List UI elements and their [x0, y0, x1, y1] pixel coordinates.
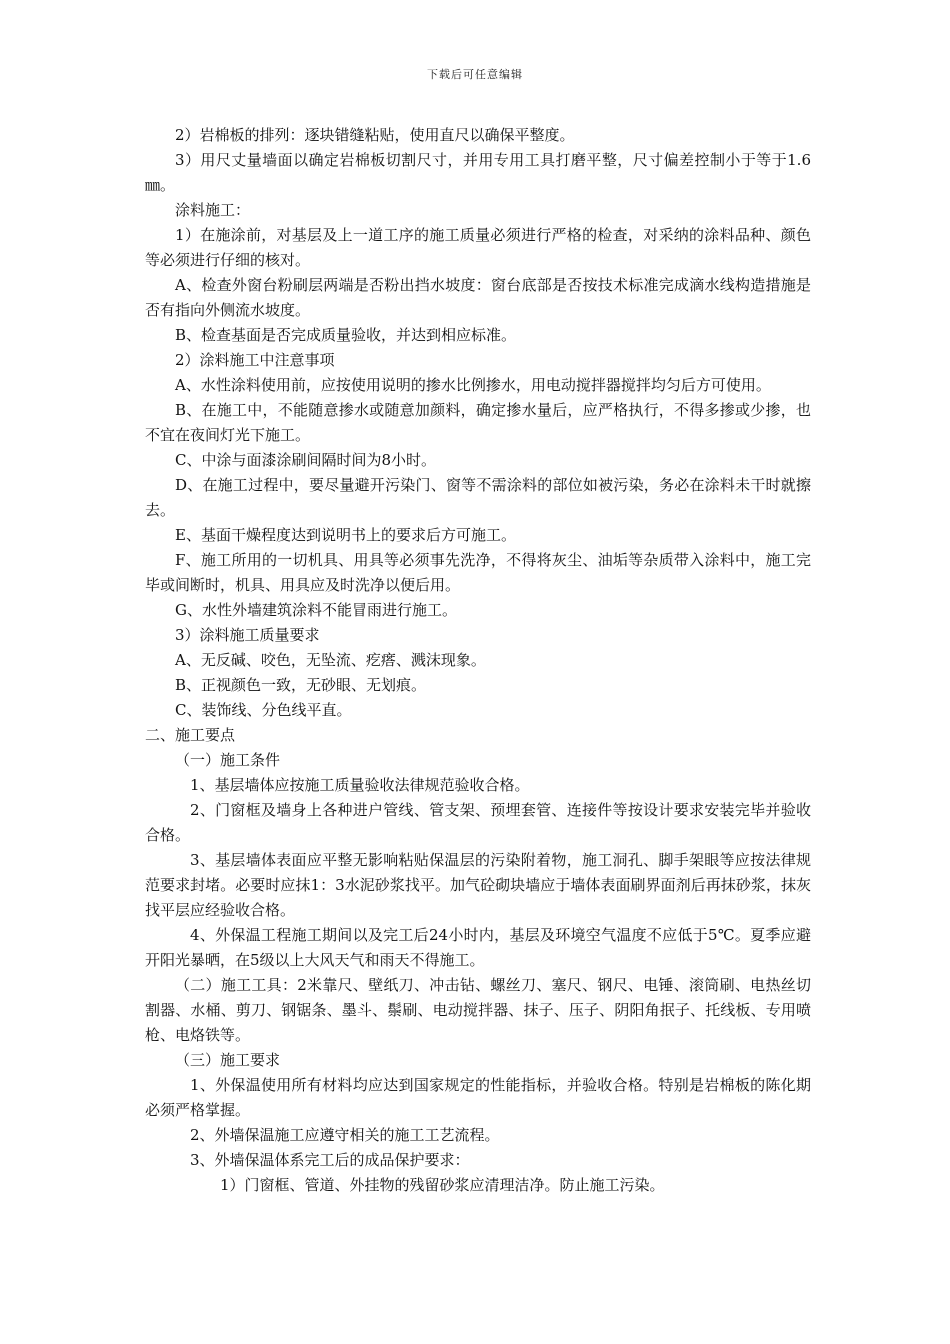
paragraph: B、正视颜色一致，无砂眼、无划痕。: [175, 676, 427, 694]
paragraph: D、在施工过程中，要尽量避开污染门、窗等不需涂料的部位如被污染，务必在涂料未干时就擦去。: [145, 476, 811, 519]
document-body: [145, 123, 811, 1198]
paragraph: 1、外保温使用所有材料均应达到国家规定的性能指标，并验收合格。特别是岩棉板的陈化期必须严格掌握。: [145, 1076, 811, 1119]
paragraph: B、检查基面是否完成质量验收，并达到相应标准。: [175, 326, 517, 344]
paragraph: 1）门窗框、管道、外挂物的残留砂浆应清理洁净。防止施工污染。: [220, 1176, 665, 1194]
paragraph: 2、外墙保温施工应遵守相关的施工工艺流程。: [190, 1126, 500, 1144]
paragraph: 涂料施工：: [175, 201, 251, 219]
paragraph: （二）施工工具：2米靠尺、壁纸刀、冲击钻、螺丝刀、塞尺、钢尺、电锤、滚筒刷、电热丝切割器、水桶、剪刀、钢锯条、墨斗、鬃刷、电动搅拌器、抹子、压子、阴阳角抿子、托线板、专用喷枪、电烙铁等。: [145, 976, 811, 1044]
paragraph: 3）涂料施工质量要求: [175, 626, 320, 644]
paragraph: C、中涂与面漆涂刷间隔时间为8小时。: [175, 451, 437, 469]
paragraph: A、无反碱、咬色，无坠流、疙瘩、溅沫现象。: [175, 651, 486, 669]
paragraph: （一）施工条件: [175, 751, 281, 769]
paragraph: （三）施工要求: [175, 1051, 281, 1069]
paragraph: 二、施工要点: [145, 726, 236, 744]
page-header: 下载后可任意编辑: [427, 68, 523, 81]
paragraph: F、施工所用的一切机具、用具等必须事先洗净，不得将灰尘、油垢等杂质带入涂料中，施工完毕或间断时，机具、用具应及时洗净以便后用。: [145, 551, 811, 594]
paragraph: 2）岩棉板的排列：逐块错缝粘贴，使用直尺以确保平整度。: [175, 126, 575, 144]
paragraph: 1）在施涂前，对基层及上一道工序的施工质量必须进行严格的检查，对采纳的涂料品种、颜色等必须进行仔细的核对。: [145, 226, 811, 269]
paragraph: 2）涂料施工中注意事项: [175, 351, 335, 369]
paragraph: 3）用尺丈量墙面以确定岩棉板切割尺寸，并用专用工具打磨平整，尺寸偏差控制小于等于1.6㎜。: [145, 151, 811, 194]
paragraph: 2、门窗框及墙身上各种进户管线、管支架、预埋套管、连接件等按设计要求安装完毕并验收合格。: [145, 801, 811, 844]
paragraph: A、检查外窗台粉刷层两端是否粉出挡水坡度：窗台底部是否按技术标准完成滴水线构造措施是否有指向外侧流水坡度。: [145, 276, 811, 319]
paragraph: A、水性涂料使用前，应按使用说明的掺水比例掺水，用电动搅拌器搅拌均匀后方可使用。: [175, 376, 771, 394]
paragraph: 1、基层墙体应按施工质量验收法律规范验收合格。: [190, 776, 530, 794]
paragraph: 3、外墙保温体系完工后的成品保护要求：: [190, 1151, 470, 1169]
paragraph: G、水性外墙建筑涂料不能冒雨进行施工。: [175, 601, 457, 619]
paragraph: C、装饰线、分色线平直。: [175, 701, 352, 719]
paragraph: B、在施工中，不能随意掺水或随意加颜料，确定掺水量后，应严格执行，不得多掺或少掺，也不宜在夜间灯光下施工。: [145, 401, 811, 444]
paragraph: E、基面干燥程度达到说明书上的要求后方可施工。: [175, 526, 516, 544]
paragraph: 3、基层墙体表面应平整无影响粘贴保温层的污染附着物，施工洞孔、脚手架眼等应按法律规范要求封堵。必要时应抹1：3水泥砂浆找平。加气砼砌块墙应于墙体表面刷界面剂后再抹砂浆，抹灰找平层应经验收合格。: [145, 851, 811, 919]
paragraph: 4、外保温工程施工期间以及完工后24小时内，基层及环境空气温度不应低于5℃。夏季应避开阳光暴晒，在5级以上大风天气和雨天不得施工。: [145, 926, 811, 969]
